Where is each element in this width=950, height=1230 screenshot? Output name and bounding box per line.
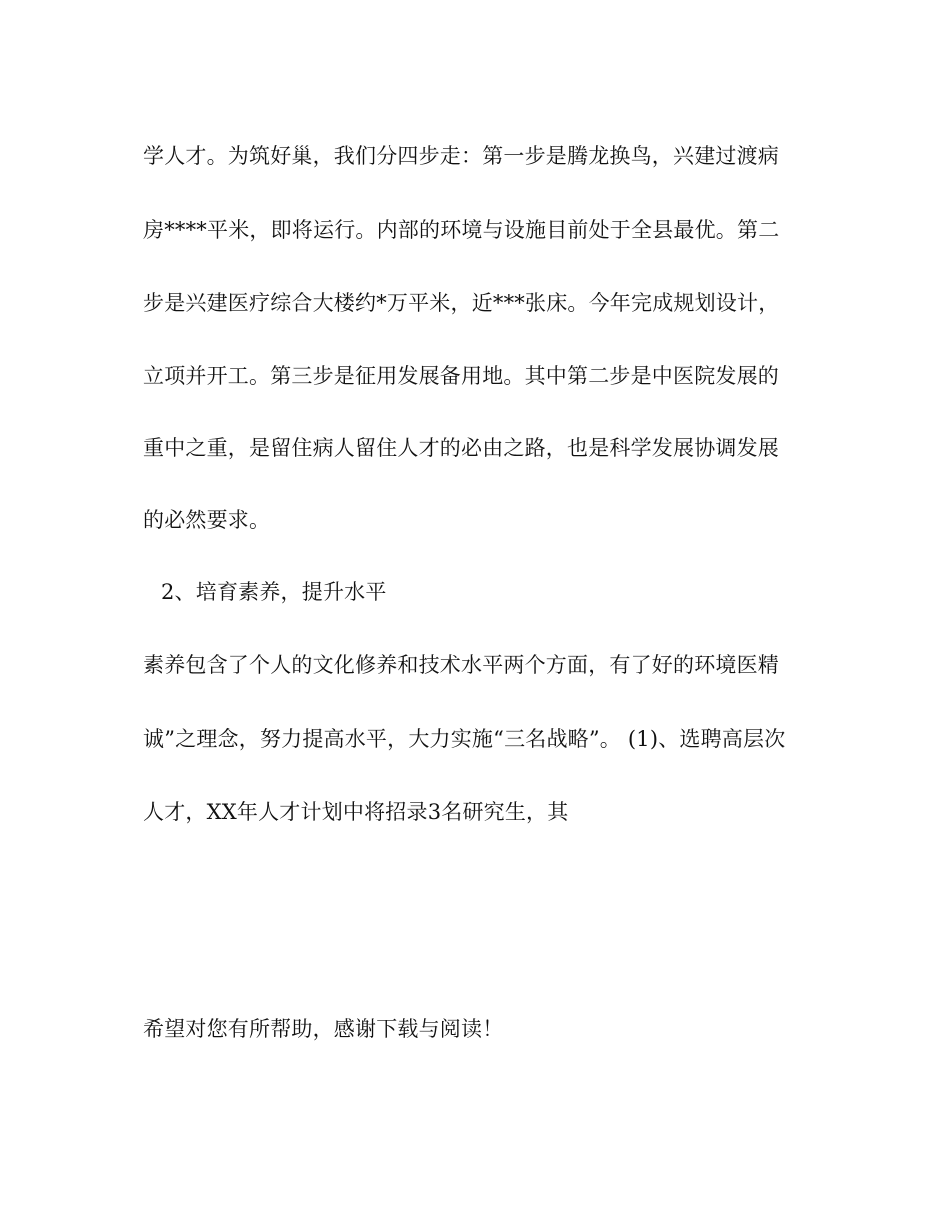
paragraph-line: 步是兴建医疗综合大楼约*万平米，近***张床。今年完成规划设计， — [143, 291, 780, 315]
paragraph-line: 重中之重，是留住病人留住人才的必由之路，也是科学发展协调发展 — [143, 436, 779, 460]
paragraph-line: 的必然要求。 — [143, 508, 271, 532]
paragraph-line: 学人才。为筑好巢，我们分四步走：第一步是腾龙换鸟，兴建过渡病 — [143, 144, 779, 168]
paragraph-line: 房****平米，即将运行。内部的环境与设施目前处于全县最优。第二 — [143, 218, 780, 242]
paragraph-line: 诚”之理念，努力提高水平，大力实施“三名战略”。 (1)、选聘高层次 — [143, 727, 786, 751]
paragraph-line: 立项并开工。第三步是征用发展备用地。其中第二步是中医院发展的 — [143, 364, 779, 388]
closing-text: 希望对您有所帮助，感谢下载与阅读！ — [143, 1017, 504, 1041]
section-heading: 2、培育素养，提升水平 — [161, 580, 387, 604]
paragraph-line: 人才，XX年人才计划中将招录3名研究生，其 — [143, 800, 569, 824]
paragraph-line: 素养包含了个人的文化修养和技术水平两个方面，有了好的环境医精 — [143, 653, 779, 677]
